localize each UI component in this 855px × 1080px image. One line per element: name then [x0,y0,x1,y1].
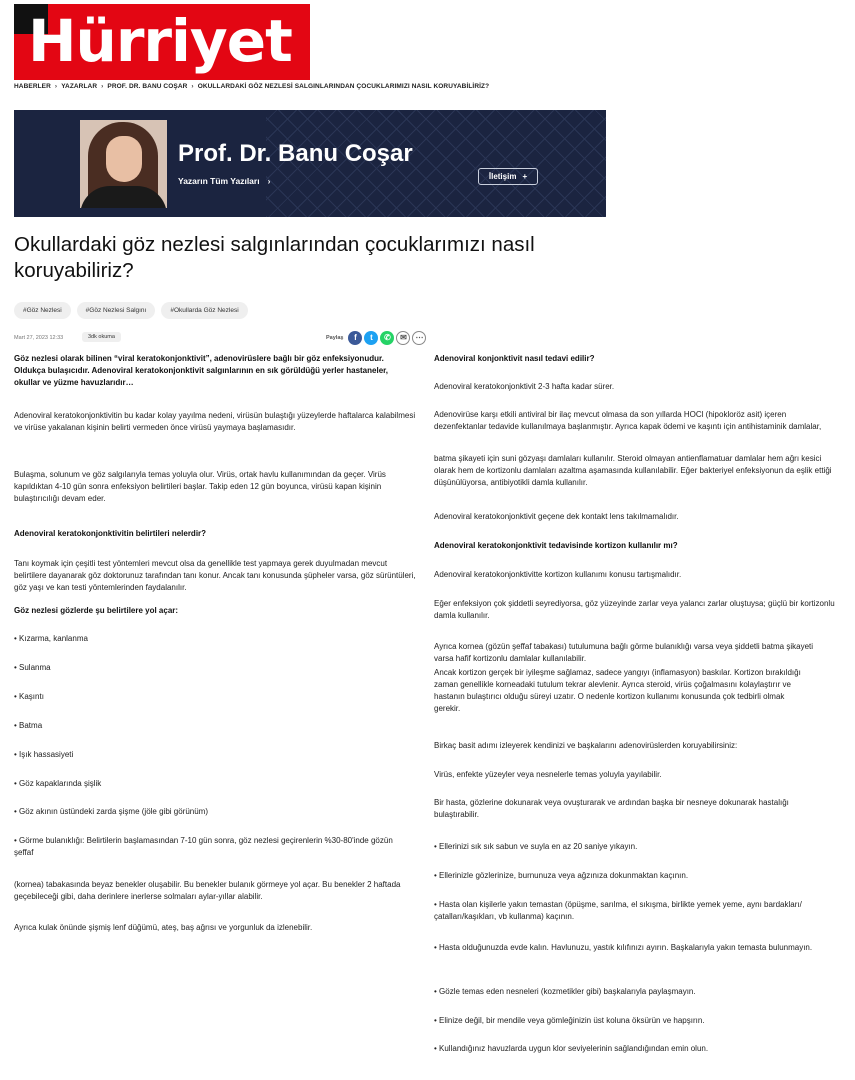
paragraph: batma şikayeti için suni gözyaşı damlaları kullanılır. Steroid olmayan antienflamatuar damlalar hem ağrı kesici olarak hem de kortizonlu damlaları azaltma aşamasında kullanılabilir. Eğer bakteriyel enfeksiyonun da eşlik ettiği düşünülüyorsa, antibiyotikli damla kullanılır. [434,454,832,487]
paragraph: Adenoviral keratokonjonktivit geçene dek kontakt lens takılmamalıdır. [434,512,679,521]
paragraph: Tanı koymak için çeşitli test yöntemleri mevcut olsa da genellikle test yapmaya gerek duyulmadan mevcut belirtilere dayanarak göz doktorunuz tarafından tanı konur. Ancak tanı konusunda şüpheler varsa, göz sürüntüleri, göz yaşı ve kan testi yöntemlerinden faydalanılır. [14,559,416,592]
twitter-share-icon[interactable]: t [364,331,378,345]
contact-button[interactable] [478,168,538,185]
chevron-right-icon: › [267,176,271,186]
list-item: • Batma [14,721,43,730]
list-item: • Ellerinizle gözlerinize, burnunuza veya ağzınıza dokunmaktan kaçının. [434,871,689,880]
paragraph: Ayrıca kornea (gözün şeffaf tabakası) tutulumuna bağlı görme bulanıklığı varsa veya şiddetli batma şikayeti varsa hafif kortizonlu damlalar kullanılabilir. [434,642,814,663]
tag-goz-nezlesi[interactable]: #Göz Nezlesi [14,302,71,319]
paragraph: Adenoviral keratokonjonktivit 2-3 hafta kadar sürer. [434,382,615,391]
tag-okullarda-goz-nezlesi[interactable]: #Okullarda Göz Nezlesi [161,302,247,319]
section-heading: Adenoviral keratokonjonktivitin belirtileri nelerdir? [14,529,207,538]
paragraph: Adenoviral keratokonjonktivitte kortizon kullanımı konusu tartışmalıdır. [434,570,682,579]
paragraph: Ancak kortizon gerçek bir iyileşme sağlamaz, sadece yangıyı (inflamasyon) baskılar. Kortizon bırakıldığı zaman genellikle korneadaki tutulum tekrar alevlenir. Ayrıca steroid, virüs çoğalmasını kolaylaştırır ve hastanın bulaştırıcı olduğu süreyi uzatır. O nedenle kortizon kullanımı konusunda çok tedbirli olmak gerekir. [434,668,801,713]
breadcrumb-separator: › [54,83,58,90]
plus-icon: + [522,172,528,181]
breadcrumb-item-author[interactable]: PROF. DR. BANU COŞAR [107,83,188,90]
hurriyet-logo[interactable] [14,4,310,80]
list-item: • Hasta olan kişilerle yakın temastan (öpüşme, sarılma, el sıkışma, birlikte yemek yeme, aynı bardakları/çatalları/kaşıkları, vb kullanma) kaçının. [434,900,802,921]
whatsapp-share-icon[interactable]: ✆ [380,331,394,345]
list-item: • Ellerinizi sık sık sabun ve suyla en az 20 saniye yıkayın. [434,842,638,851]
paragraph: Adenovirüse karşı etkili antiviral bir ilaç mevcut olmasa da son yıllarda HOCl (hipokloröz asit) içeren dezenfektanlar tedavide kullanılmaya başlanmıştır. Ayrıca kapak ödemi ve kaşıntı için antihistaminik damlalar, [434,410,822,431]
author-photo[interactable] [80,120,167,208]
paragraph: Bulaşma, solunum ve göz salgılarıyla temas yoluyla olur. Virüs, ortak havlu kullanımından da geçer. Virüs kapıldıktan 4-10 gün sonra enfeksiyon belirtileri başlar. Takip eden 12 gün boyunca, virüsü kapan kişinin bulaştırıcılığı devam eder. [14,470,386,503]
all-posts-link[interactable] [178,176,270,186]
paragraph: Bir hasta, gözlerine dokunarak veya ovuşturarak ve ardından başka bir nesneye dokunarak hastalığı bulaştırabilir. [434,798,789,819]
logo-text: Hürriyet [28,7,292,75]
author-photo-face [106,136,142,182]
list-item: • Işık hassasiyeti [14,750,74,759]
paragraph: (kornea) tabakasında beyaz benekler oluşabilir. Bu benekler bulanık görmeye yol açar. Bu benekler 2 haftada geçebileceği gibi, daha derinlere inerlerse solmaları aylar-yıllar alabilir. [14,880,401,901]
read-time-badge: 3dk okuma [82,332,121,342]
paragraph: Birkaç basit adımı izleyerek kendinizi ve başkalarını adenovirüslerden koruyabilirsiniz: [434,741,738,750]
share-bar [326,331,426,345]
article-lead: Göz nezlesi olarak bilinen “viral keratokonjonktivit”, adenovirüslere bağlı bir göz enfeksiyonudur. Oldukça bulaşıcıdır. Adenoviral keratokonjonktivit salgınlarının en sık görüldüğü yerler hastaneler, okullar ve yüzme havuzlarıdır… [14,354,389,387]
breadcrumb-item-yazarlar[interactable]: YAZARLAR [61,83,98,90]
facebook-share-icon[interactable]: f [348,331,362,345]
paragraph: Virüs, enfekte yüzeyler veya nesnelerle temas yoluyla yayılabilir. [434,770,662,779]
article-date: Mart 27, 2023 12:33 [14,335,64,341]
list-item: • Gözle temas eden nesneleri (kozmetikler gibi) başkalarıyla paylaşmayın. [434,987,696,996]
list-item: • Kaşıntı [14,692,44,701]
contact-label: İletişim [488,172,517,181]
email-share-icon[interactable]: ✉ [396,331,410,345]
list-item: • Sulanma [14,663,51,672]
breadcrumb-separator: › [101,83,104,90]
share-label: Paylaş [326,335,344,341]
breadcrumb-item-current: OKULLARDAKİ GÖZ NEZLESİ SALGINLARINDAN ÇOCUKLARIMIZI NASIL KORUYABİLİRİZ? [197,83,490,90]
section-heading: Adenoviral konjonktivit nasıl tedavi edilir? [434,354,595,363]
breadcrumb-separator: › [191,83,194,90]
breadcrumb [14,83,489,90]
breadcrumb-item-haberler[interactable]: HABERLER [14,83,51,90]
paragraph: Eğer enfeksiyon çok şiddetli seyrediyorsa, göz yüzeyinde zarlar veya yalancı zarlar oluştuysa; güçlü bir kortizonlu damla kullanılır. [434,599,835,620]
list-item: • Göz akının üstündeki zarda şişme (jöle gibi görünüm) [14,807,209,816]
list-item: • Hasta olduğunuzda evde kalın. Havlunuzu, yastık kılıfınızı ayırın. Başkalarıyla yakın temasta bulunmayın. [434,943,813,952]
author-banner [14,110,606,217]
tag-list [14,302,248,319]
paragraph: Adenoviral keratokonjonktivitin bu kadar kolay yayılma nedeni, virüsün bulaştığı yüzeylerde haftalarca kalabilmesi ve virüse yakalanan kişinin belirti vermeden önce virüsü yaymaya başlamasıdır. [14,411,416,432]
more-share-icon[interactable]: ⋯ [412,331,426,345]
list-item: • Göz kapaklarında şişlik [14,779,102,788]
all-posts-label: Yazarın Tüm Yazıları [178,176,260,186]
section-heading: Adenoviral keratokonjonktivit tedavisinde kortizon kullanılır mı? [434,541,678,550]
list-item: • Görme bulanıklığı: Belirtilerin başlamasından 7-10 gün sonra, göz nezlesi geçirenlerin %30-80'inde gözün şeffaf [14,836,393,857]
paragraph: Ayrıca kulak önünde şişmiş lenf düğümü, ateş, baş ağrısı ve yorgunluk da izlenebilir. [14,923,313,932]
list-item: • Kızarma, kanlanma [14,634,88,643]
section-heading: Göz nezlesi gözlerde şu belirtilere yol açar: [14,606,179,615]
tag-goz-nezlesi-salgini[interactable]: #Göz Nezlesi Salgını [77,302,156,319]
list-item: • Elinize değil, bir mendile veya gömleğinizin üst koluna öksürün ve hapşırın. [434,1016,705,1025]
list-item: • Kullandığınız havuzlarda uygun klor seviyelerinin sağlandığından emin olun. [434,1044,709,1053]
article-title: Okullardaki göz nezlesi salgınlarından çocuklarımızı nasıl koruyabiliriz? [14,233,535,282]
author-name[interactable]: Prof. Dr. Banu Coşar [178,140,413,167]
